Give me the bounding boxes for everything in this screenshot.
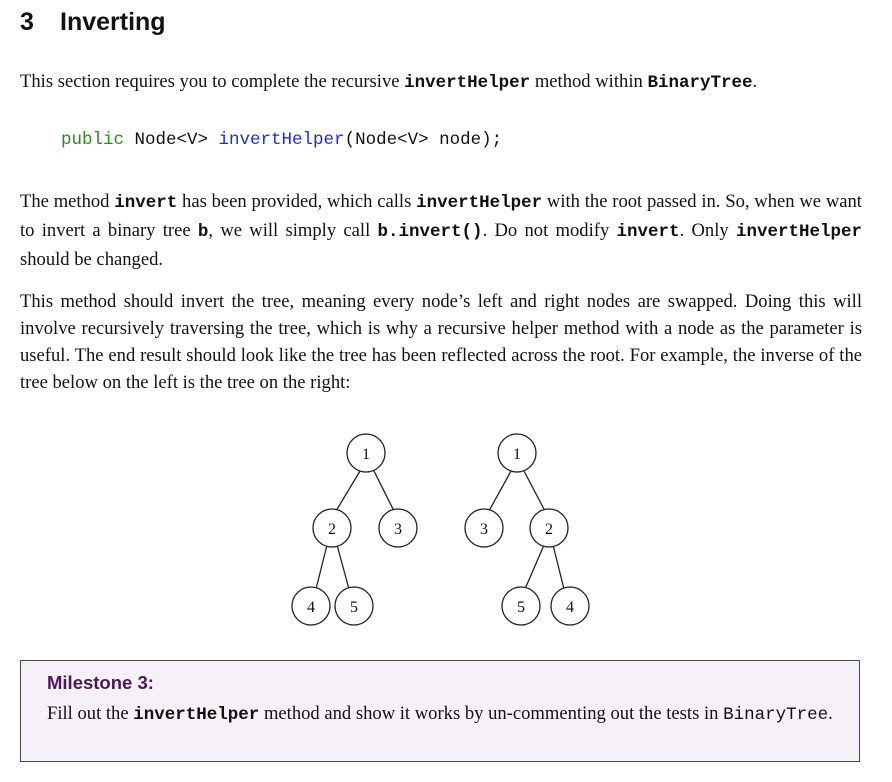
milestone-title: Milestone 3: xyxy=(47,672,154,693)
intro-paragraph xyxy=(20,68,862,97)
inline-code: invertHelper xyxy=(404,73,531,93)
inline-code: invert xyxy=(114,193,178,213)
tree-edge xyxy=(525,545,544,589)
inline-code: invertHelper xyxy=(735,222,862,242)
inline-code: invertHelper xyxy=(133,705,260,725)
node-label: 5 xyxy=(517,599,525,616)
tree-diagram xyxy=(0,420,892,640)
right-tree-node-l xyxy=(465,509,503,547)
inline-code: invert xyxy=(616,222,680,242)
inline-code: b xyxy=(197,222,209,242)
node-label: 3 xyxy=(394,521,402,538)
paragraph-text: The method xyxy=(20,191,115,212)
paragraph-text: has been provided, which calls xyxy=(177,191,417,212)
inline-code: invertHelper xyxy=(416,193,543,213)
node-label: 2 xyxy=(545,521,553,538)
node-label: 1 xyxy=(513,446,521,463)
node-label: 1 xyxy=(362,446,370,463)
paragraph-text: should be changed. xyxy=(20,249,164,270)
right-tree-node-rr xyxy=(551,587,589,625)
paragraph-text: , we will simply call xyxy=(208,220,378,241)
right-tree-node-rl xyxy=(502,587,540,625)
right-tree-root-node xyxy=(498,434,536,472)
milestone-body xyxy=(47,700,833,729)
section-heading xyxy=(20,8,166,37)
inline-code: BinaryTree xyxy=(647,73,753,93)
left-tree-node-lr xyxy=(335,587,373,625)
tree-edge xyxy=(489,471,511,511)
node-label: 4 xyxy=(307,599,315,616)
tree-edge xyxy=(336,471,360,511)
method-description-paragraph xyxy=(20,188,862,273)
tree-edge xyxy=(316,545,327,589)
node-label: 2 xyxy=(328,521,336,538)
invert-explanation-paragraph: This method should invert the tree, meaning every node’s left and right nodes are swapped. Doing this will involve recursively traversing the tree, which is why a recursive helper method with a node as the parameter is useful. The end result should look like the tree has been reflected across the root. For example, the inverse of the tree below on the left is the tree on the right: xyxy=(20,291,862,393)
tree-edge xyxy=(337,545,349,589)
code-method-name: invertHelper xyxy=(218,130,345,150)
tree-edge xyxy=(374,471,394,511)
paragraph-text: . Only xyxy=(679,220,736,241)
inline-code: BinaryTree xyxy=(723,705,829,725)
paragraph-text: . Do not modify xyxy=(482,220,617,241)
method-signature xyxy=(61,130,502,150)
milestone-text: . xyxy=(828,703,833,724)
left-tree-node-ll xyxy=(292,587,330,625)
code-keyword: public xyxy=(61,130,125,150)
right-tree-node-r xyxy=(530,509,568,547)
code-params: (Node<V> node); xyxy=(344,130,503,150)
tree-edge xyxy=(524,471,545,511)
paragraph-text: with the root passed in. So, when we want to invert a binary tree xyxy=(20,191,862,241)
milestone-box xyxy=(20,660,860,762)
node-label: 5 xyxy=(350,599,358,616)
section-number: 3 xyxy=(20,8,34,36)
milestone-text: method and show it works by un-commenting out the tests in xyxy=(259,703,724,724)
node-label: 4 xyxy=(566,599,574,616)
milestone-text: Fill out the xyxy=(47,703,134,724)
tree-edge xyxy=(553,545,564,589)
left-tree-node-l xyxy=(313,509,351,547)
left-tree-node-r xyxy=(379,509,417,547)
left-tree-root-node xyxy=(347,434,385,472)
intro-text: method within xyxy=(530,71,648,92)
intro-text: This section requires you to complete the recursive xyxy=(20,71,405,92)
section-title: Inverting xyxy=(60,8,166,36)
intro-text: . xyxy=(752,71,758,92)
inline-code: b.invert() xyxy=(377,222,483,242)
code-return-type: Node<V> xyxy=(124,130,219,150)
node-label: 3 xyxy=(480,521,488,538)
